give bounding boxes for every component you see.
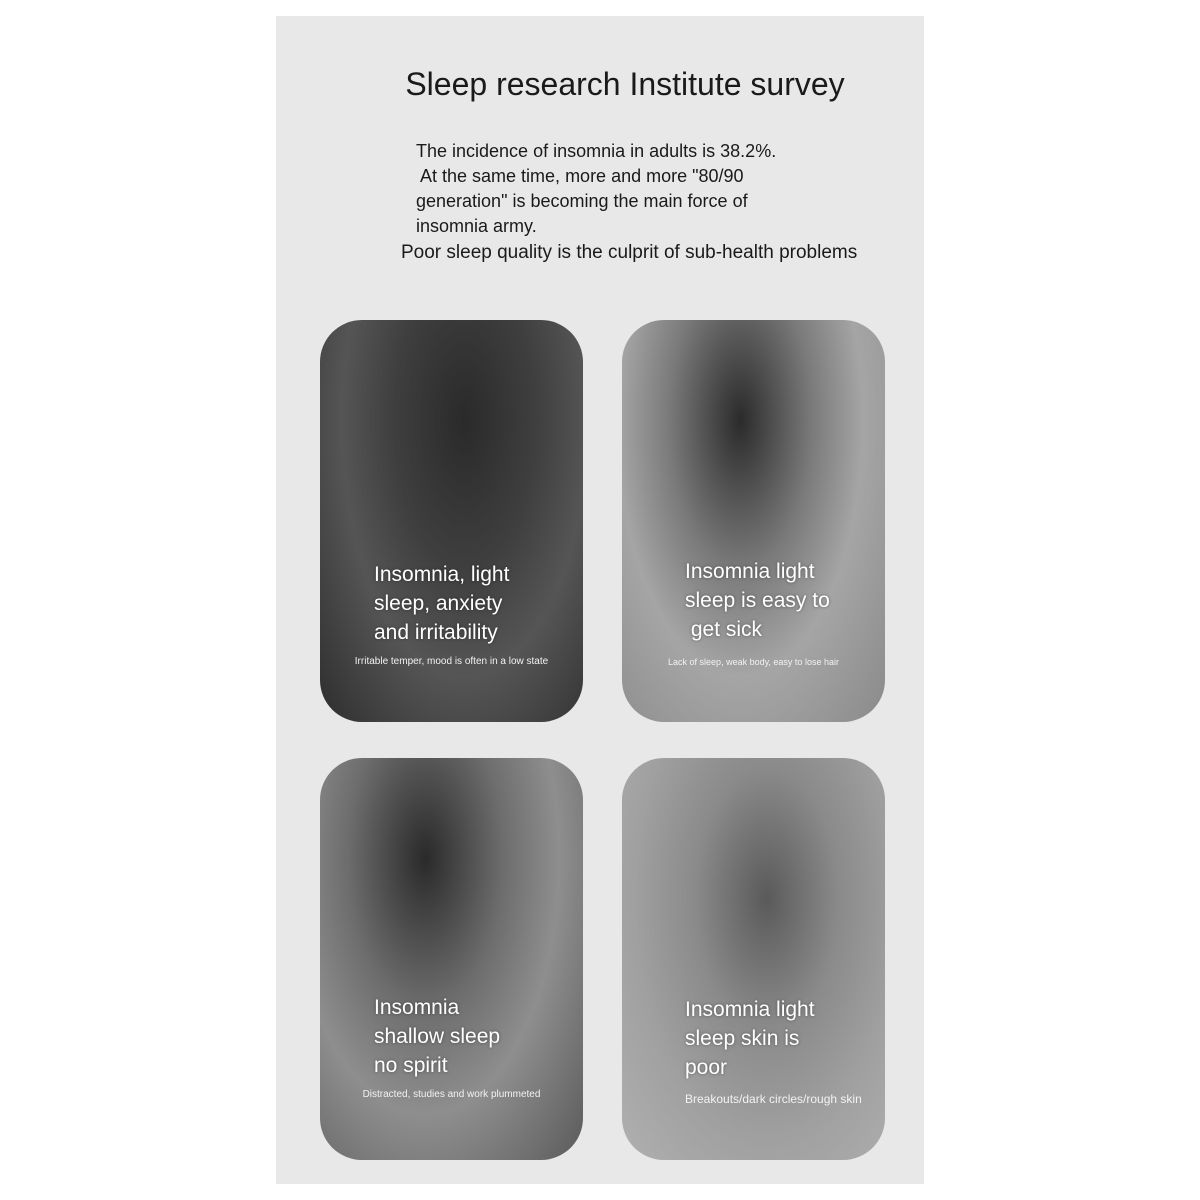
card-heading [685,557,830,644]
card-heading [374,560,509,647]
heading-line: Insomnia light [685,998,815,1021]
card-caption: Irritable temper, mood is often in a low state [354,656,549,667]
card-sick [622,320,885,722]
card-anxiety [320,320,583,722]
card-heading [374,993,500,1080]
card-caption: Lack of sleep, weak body, easy to lose hair [668,657,839,667]
page-title: Sleep research Institute survey [405,66,845,102]
card-caption: Breakouts/dark circles/rough skin [685,1092,862,1106]
heading-line: Insomnia, light [374,563,510,586]
intro-line: At the same time, more and more "80/90 [416,166,744,186]
heading-line: Insomnia light [685,560,815,583]
card-heading [685,995,815,1082]
intro-line: insomnia army. [416,216,537,236]
heading-line: get sick [685,618,763,641]
culprit-text: Poor sleep quality is the culprit of sub-health problems [401,242,858,263]
heading-line: poor [685,1056,728,1079]
heading-line: shallow sleep [374,1025,501,1048]
intro-line: generation" is becoming the main force of [416,191,748,211]
heading-line: sleep, anxiety [374,592,503,615]
heading-line: and irritability [374,621,498,644]
intro-line: The incidence of insomnia in adults is 38.2%. [416,141,777,161]
card-caption: Distracted, studies and work plummeted [362,1089,541,1100]
heading-line: Insomnia [374,996,460,1019]
intro-text [416,139,776,239]
infographic-panel [276,16,924,1184]
heading-line: sleep skin is [685,1027,800,1050]
heading-line: no spirit [374,1054,448,1077]
card-no-spirit [320,758,583,1160]
card-skin [622,758,885,1160]
heading-line: sleep is easy to [685,589,830,612]
